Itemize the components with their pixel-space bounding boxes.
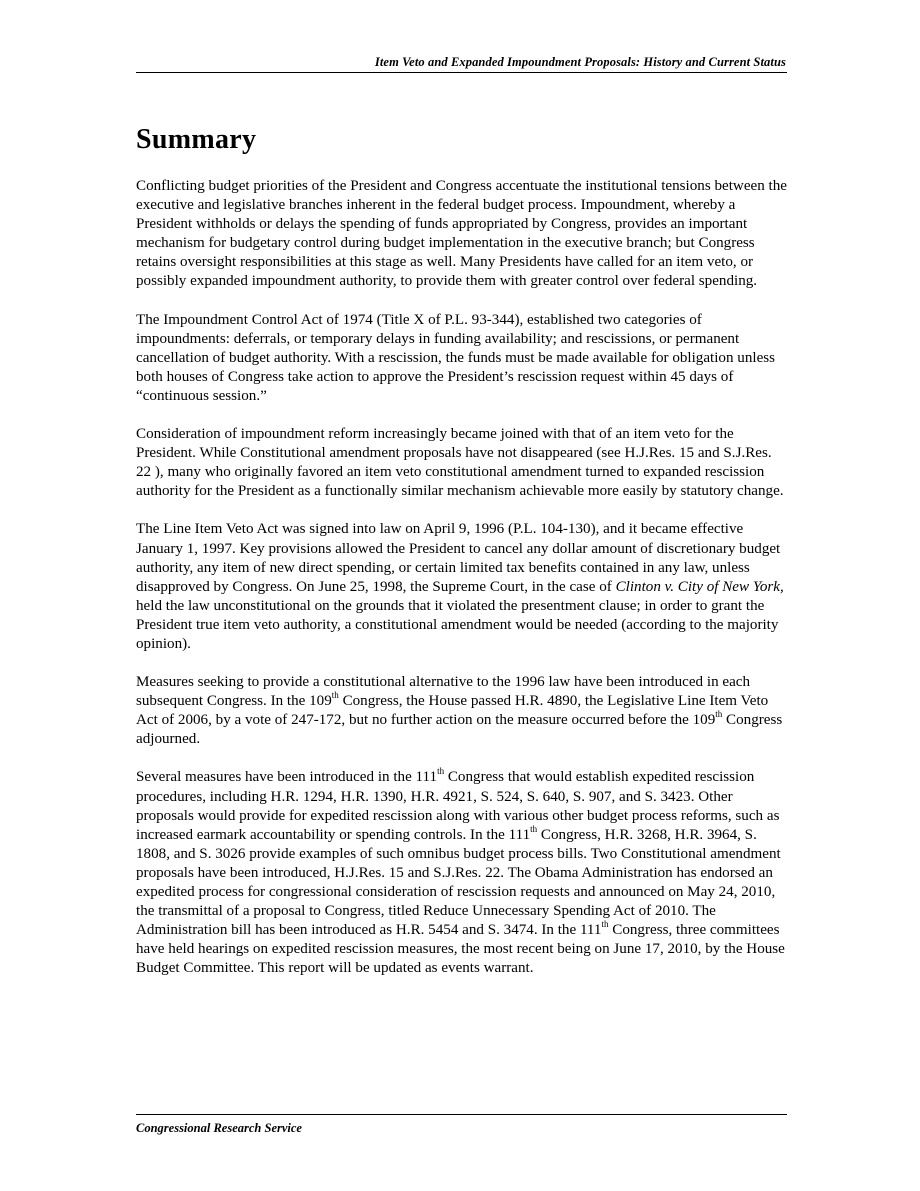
paragraph-1: Conflicting budget priorities of the President and Congress accentuate the institutional tensions between the executive and legislative branches inherent in the federal budget process. Impoundment, whereby a President withholds or delays the spending of funds appropriated by Congress, provides an important mechanism for budgetary control during budget implementation in the executive branch; but Congress retains oversight responsibilities at this stage as well. Many Presidents have called for an item veto, or possibly expanded impoundment authority, to provide them with greater control over federal spending. <box>136 178 787 290</box>
paragraph-2: The Impoundment Control Act of 1974 (Title X of P.L. 93-344), established two categories of impoundments: deferrals, or temporary delays in funding availability; and rescissions, or permanent cancellation of budget authority. With a rescission, the funds must be made available for obligation unless both houses of Congress take action to approve the President’s rescission request within 45 days of “continuous session.” <box>136 311 776 404</box>
paragraph-6-text-a: Several measures have been introduced in the 111 <box>136 769 438 786</box>
ordinal-superscript: th <box>437 766 445 777</box>
running-header: Item Veto and Expanded Impoundment Proposals: History and Current Status <box>374 55 786 69</box>
footer-rule <box>136 1114 787 1115</box>
paragraph-6-text-d: Congress, three committees have held hearings on expedited rescission measures, the most recent being on June 17, 2010, by the House Budget Committee. This report will be updated as events warrant. <box>136 922 785 977</box>
paragraph-4-text-b: held the law unconstitutional on the grounds that it violated the presentment clause; in order to grant the President true item veto authority, a constitutional amendment would be needed (according to the majority opinion). <box>136 597 779 652</box>
ordinal-superscript: th <box>530 823 538 834</box>
ordinal-superscript: th <box>715 709 723 720</box>
paragraph-4 <box>136 520 788 654</box>
paragraph-5-text-c: Congress adjourned. <box>136 712 783 748</box>
paragraph-3: Consideration of impoundment reform increasingly became joined with that of an item veto for the President. While Constitutional amendment proposals have not disappeared (see H.J.Res. 15 and S.J.Res. 22 ), many who originally favored an item veto constitutional amendment turned to expanded rescission authority for the President as a functionally similar mechanism achievable more easily by statutory change. <box>136 426 784 500</box>
ordinal-superscript: th <box>601 919 609 930</box>
paragraph-5-text-b: Congress, the House passed H.R. 4890, the Legislative Line Item Veto Act of 2006, by a vote of 247-172, but no further action on the measure occurred before the 109 <box>136 693 769 729</box>
paragraph-5-text-a: Measures seeking to provide a constitutional alternative to the 1996 law have been introduced in each subsequent Congress. In the 109 <box>136 674 751 710</box>
paragraph-6-text-c: Congress, H.R. 3268, H.R. 3964, S. 1808, and S. 3026 provide examples of such omnibus budget process bills. Two Constitutional amendment proposals have been introduced, H.J.Res. 15 and S.J.Res. 22. The Obama Administration has endorsed an expedited process for congressional consideration of rescission requests and announced on May 24, 2010, the transmittal of a proposal to Congress, titled Reduce Unnecessary Spending Act of 2010. The Administration bill has been introduced as H.R. 5454 and S. 3474. In the 111 <box>136 826 781 939</box>
paragraph-4-text-a: The Line Item Veto Act was signed into law on April 9, 1996 (P.L. 104-130), and it became effective January 1, 1997. Key provisions allowed the President to cancel any dollar amount of discretionary budget authority, any item of new direct spending, or certain limited tax benefits contained in any law, unless disapproved by Congress. On June 25, 1998, the Supreme Court, in the case of <box>136 521 781 595</box>
header-rule <box>136 72 787 73</box>
ordinal-superscript: th <box>331 690 339 701</box>
paragraph-6 <box>136 768 788 978</box>
footer-label: Congressional Research Service <box>136 1121 302 1135</box>
paragraph-5 <box>136 673 788 749</box>
summary-body <box>136 177 788 997</box>
case-name: Clinton v. City of New York, <box>615 578 784 595</box>
paragraph-6-text-b: Congress that would establish expedited rescission procedures, including H.R. 1294, H.R. 1390, H.R. 4921, S. 524, S. 640, S. 907, and S. 3423. Other proposals would provide for expedited rescission along with various other budget process reforms, such as increased earmark accountability or spending controls. In the 111 <box>136 769 780 843</box>
page-title: Summary <box>136 124 257 155</box>
